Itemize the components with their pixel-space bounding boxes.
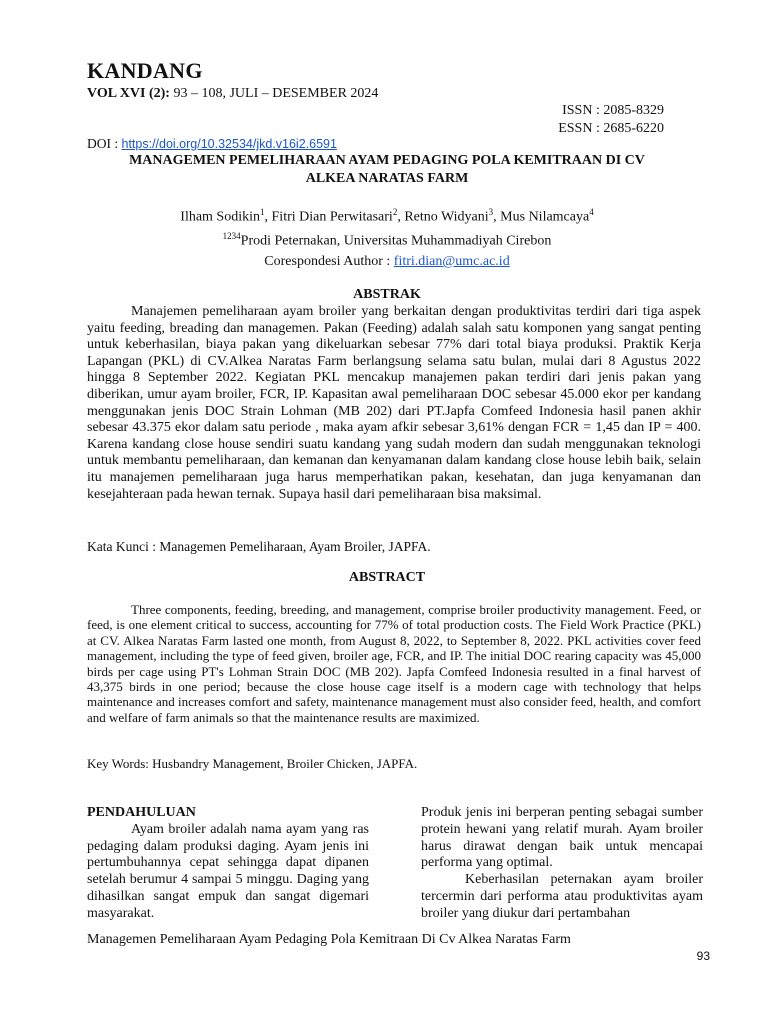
abstrak-heading: ABSTRAK xyxy=(353,287,421,302)
body-paragraph-right-1: Produk jenis ini berperan penting sebagai sumber protein hewani yang relatif murah. Ayam broiler harus dirawat dengan baik untuk mencapai performa yang optimal. xyxy=(421,805,703,871)
abstract-heading: ABSTRACT xyxy=(348,570,426,585)
abstrak-text: Manajemen pemeliharaan ayam broiler yang berkaitan dengan produktivitas terdiri dari tiga aspek yaitu feeding, breading dan managemen. Pakan (Feeding) adalah salah satu komponen yang sangat penting untuk keberhasilan, biaya pakan yang dikeluarkan sebesar 77% dari total biaya produksi. Praktik Kerja Lapangan (PKL) di CV.Alkea Naratas Farm berlangsung selama satu bulan, mulai dari 8 Agustus 2022 hingga 8 September 2022. Kegiatan PKL mencakup manajemen pakan terdiri dari jenis pakan yang diberikan, umur ayam broiler, FCR, IP. Kapasitan awal pemeliharaan DOC sebesar 45.000 ekor per kandang menggunakan jenis DOC Strain Lohman (MB 202) dari PT.Japfa Comfeed Indonesia hasil panen akhir sebesar 43.375 ekor dalam satu periode , maka ayam afkir sebesar 3,61% dengan FCR = 1,45 dan IP = 400. Karena kandang close house sendiri suatu kandang yang sudah modern dan sudah menggunakan teknologi untuk membantu pemeliharaan, dan kemanan dan kenyamanan dalam kandang close house lebih baik, selain itu manajemen pemeliharaan juga harus memperhatikan pakan, kesehatan, dan juga kenyamanan dan kesejahteraan pada hewan ternak. Supaya hasil dari pemeliharaan bisa maksimal. xyxy=(87,304,701,502)
author-4-sup: 4 xyxy=(589,207,594,217)
journal-name: KANDANG xyxy=(87,58,203,83)
author-1: Ilham Sodikin xyxy=(180,209,261,225)
paper-title xyxy=(87,152,687,188)
essn: ESSN : 2685-6220 xyxy=(558,121,664,136)
affiliation xyxy=(87,227,687,251)
running-title-footer: Managemen Pemeliharaan Ayam Pedaging Pola Kemitraan Di Cv Alkea Naratas Farm xyxy=(87,932,571,947)
body-left-column xyxy=(87,805,369,923)
affiliation-sup: 1234 xyxy=(222,230,241,241)
issn: ISSN : 2085-8329 xyxy=(562,103,664,118)
correspondence-email[interactable]: fitri.dian@umc.ac.id xyxy=(393,254,510,269)
body-paragraph-right-2: Keberhasilan peternakan ayam broiler tercermin dari performa atau produktivitas ayam broiler yang diukur dari pertambahan xyxy=(421,872,703,921)
author-3: , Retno Widyani xyxy=(397,209,489,225)
correspondence xyxy=(87,254,687,270)
body-right-column xyxy=(421,805,703,923)
title-line-2: ALKEA NARATAS FARM xyxy=(305,171,469,186)
correspondence-label: Corespondesi Author : xyxy=(264,254,394,269)
affiliation-text: Prodi Peternakan, Universitas Muhammadiyah Cirebon xyxy=(240,233,552,249)
abstrak-keywords: Kata Kunci : Managemen Pemeliharaan, Ayam Broiler, JAPFA. xyxy=(87,539,431,554)
author-3-sup: 3 xyxy=(488,207,494,217)
doi-label: DOI : xyxy=(87,136,122,151)
doi-link[interactable]: https://doi.org/10.32534/jkd.v16i2.6591 xyxy=(121,137,337,151)
volume-info xyxy=(87,86,378,102)
authors-block xyxy=(87,203,687,250)
author-2-sup: 2 xyxy=(392,207,398,217)
volume-number: VOL XVI (2): xyxy=(87,86,170,101)
author-list xyxy=(87,203,687,227)
issn-block xyxy=(558,102,664,138)
abstract-text: Three components, feeding, breeding, and management, comprise broiler productivity management. Feed, or feed, is one element critical to success, accounting for 77% of total production costs. The Field Work Practice (PKL) at CV. Alkea Naratas Farm lasted one month, from August 8, 2022, to September 8, 2022. PKL activities cover feed management, including the type of feed given, broiler age, FCR, and IP. The initial DOC rearing capacity was 45,000 birds per cage using PT's Lohman Strain DOC (MB 202). Japfa Comfeed Indonesia resulted in a final harvest of 43,375 birds in one period; because the close house cage itself is a modern cage with technology that helps maintenance and increases comfort and safety, maintenance management must also consider feed, health, and comfort and welfare of farm animals so that the maintenance results are maximized. xyxy=(87,602,701,725)
section-heading-pendahuluan: PENDAHULUAN xyxy=(87,805,196,820)
body-paragraph-left: Ayam broiler adalah nama ayam yang ras pedaging dalam produksi daging. Ayam jenis ini pertumbuhannya cepat sehingga dapat dipanen setelah berumur 4 sampai 5 minggu. Daging yang dihasilkan sangat empuk dan sangat digemari masyarakat. xyxy=(87,821,369,921)
title-line-1: MANAGEMEN PEMELIHARAAN AYAM PEDAGING POLA KEMITRAAN DI CV xyxy=(129,153,645,168)
author-2: , Fitri Dian Perwitasari xyxy=(264,209,393,225)
author-1-sup: 1 xyxy=(260,207,265,217)
page-number: 93 xyxy=(696,949,710,963)
abstract-keywords: Key Words: Husbandry Management, Broiler Chicken, JAPFA. xyxy=(87,756,418,771)
doi-line xyxy=(87,136,337,152)
volume-pages-date: 93 – 108, JULI – DESEMBER 2024 xyxy=(169,86,379,101)
author-4: , Mus Nilamcaya xyxy=(493,209,590,225)
